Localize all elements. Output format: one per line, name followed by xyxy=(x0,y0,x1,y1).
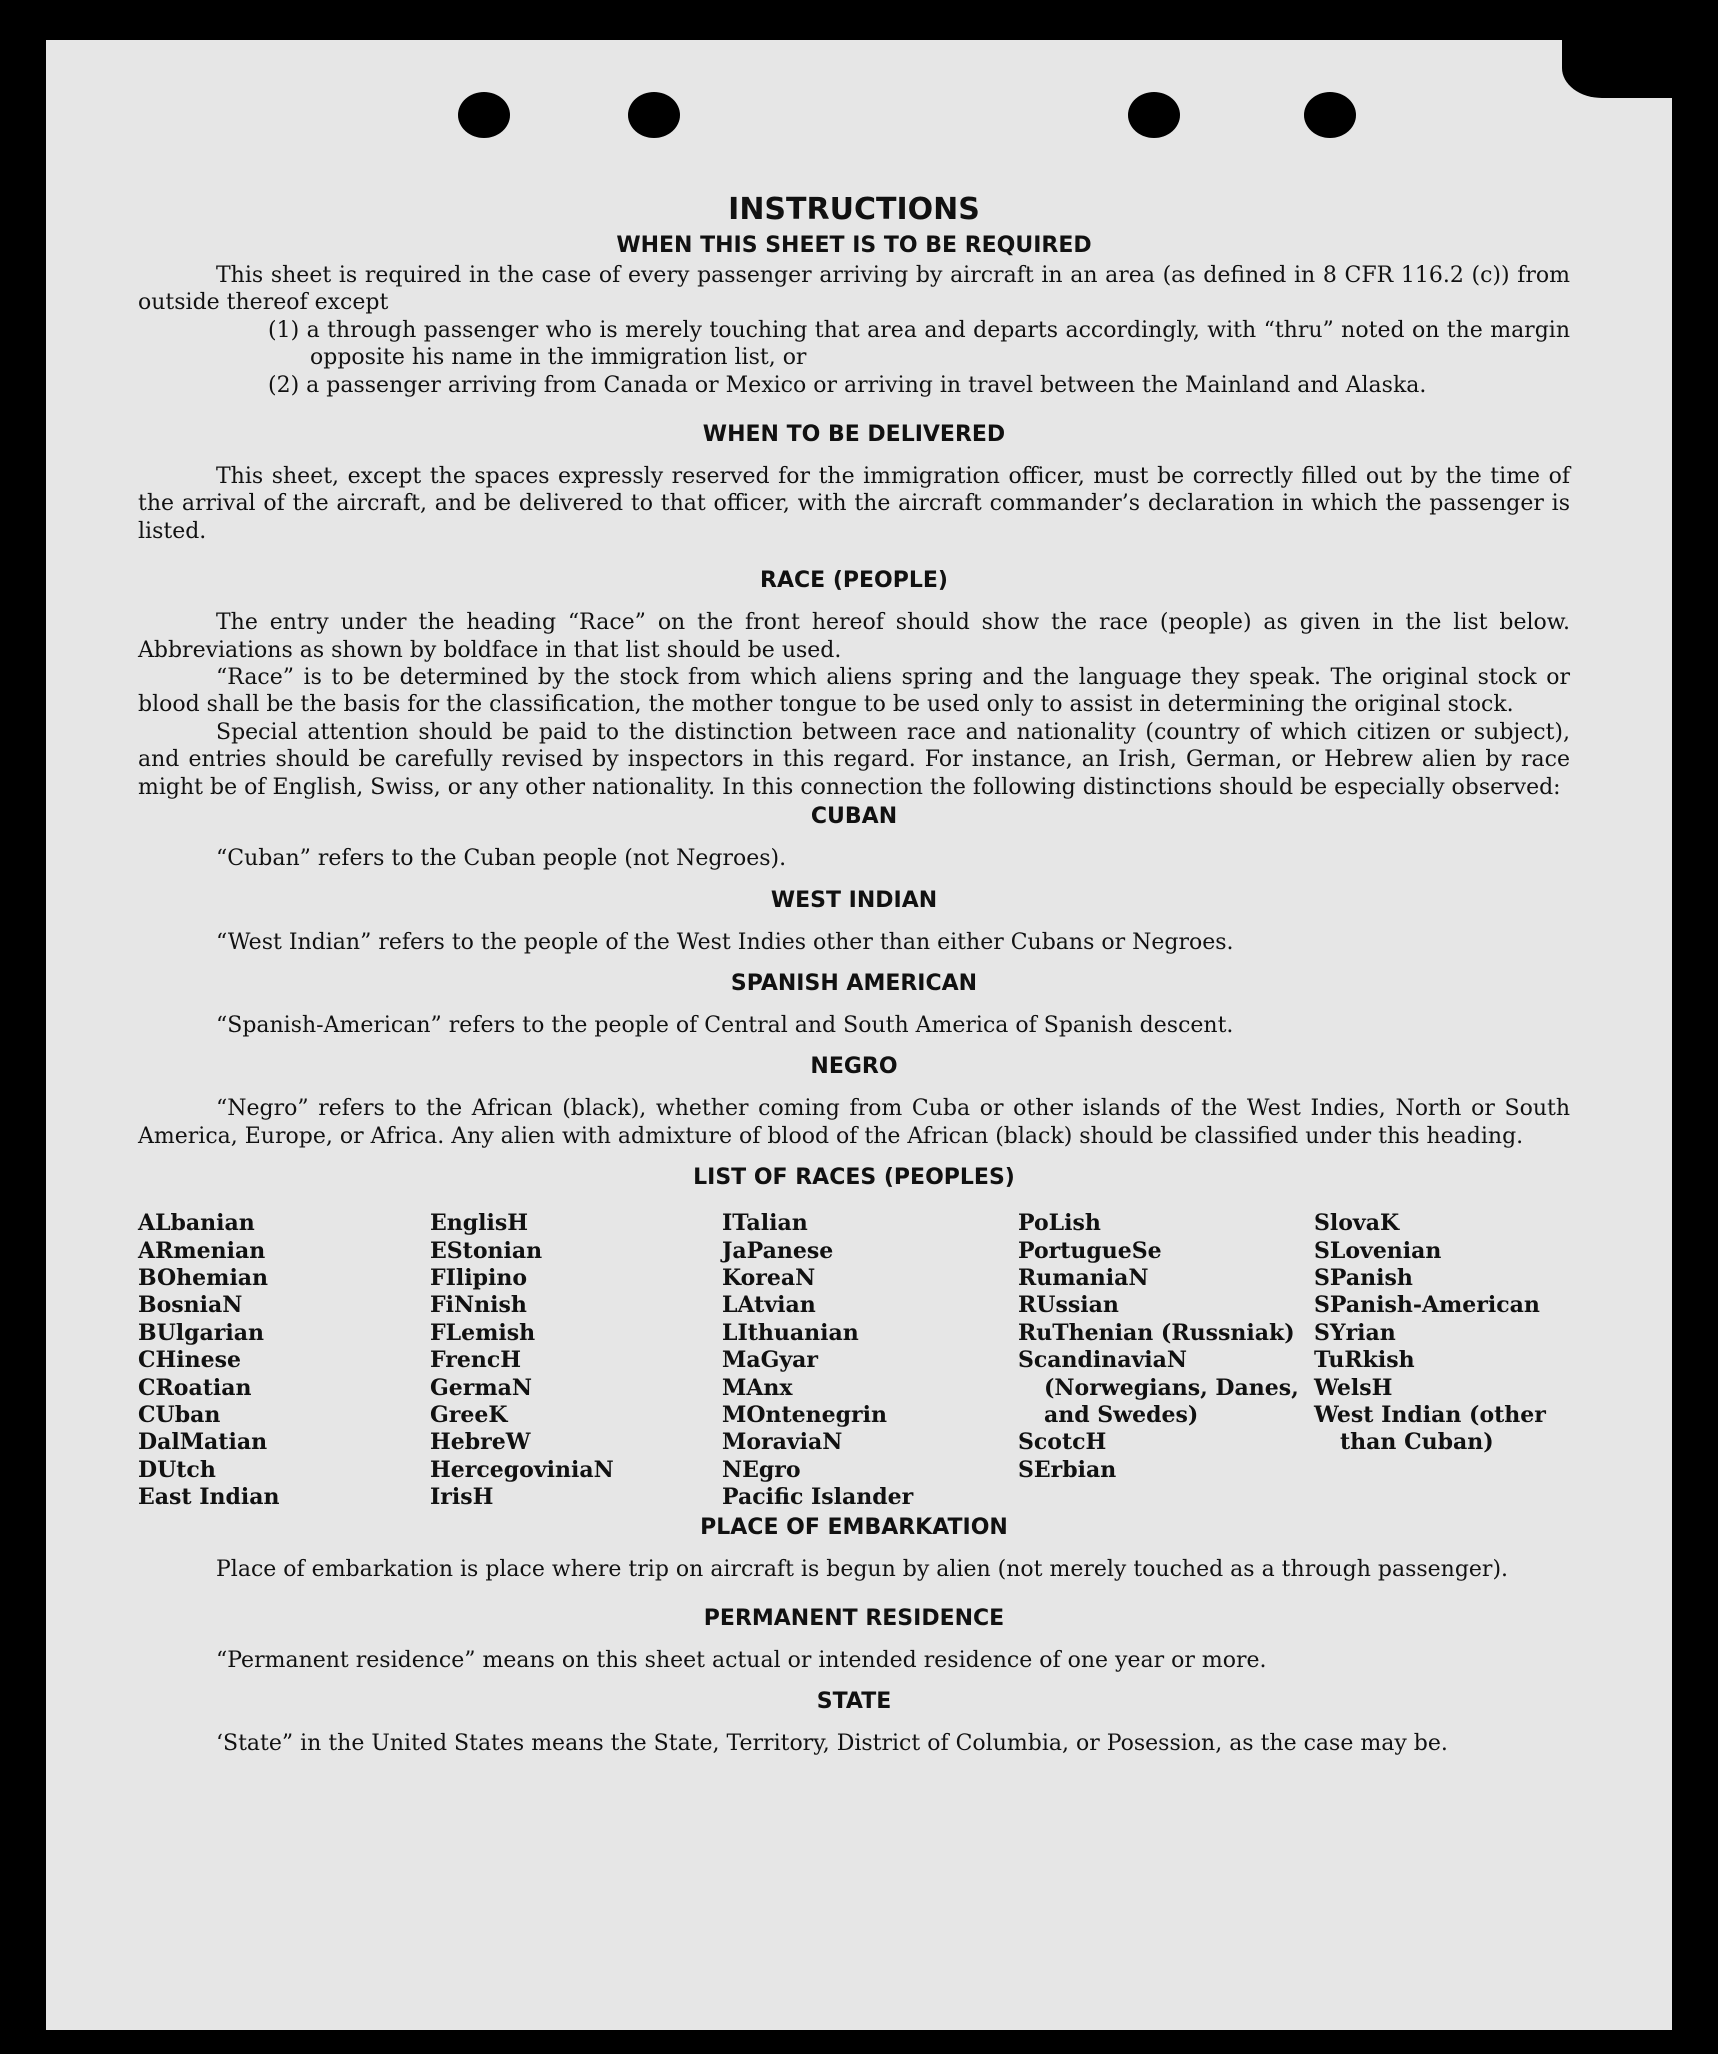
heading-list-of-races: LIST OF RACES (PEOPLES) xyxy=(693,1165,1015,1191)
race-item: BUlgarian xyxy=(138,1319,264,1346)
race-item: DalMatian xyxy=(138,1429,268,1456)
negro-text: “Negro” refers to the African (black), whether coming from Cuba or other islands of the West Indies, North or South America, Europe, or Africa. Any alien with admixture of blood of the African (black) should be classified under this heading. xyxy=(138,1096,1570,1149)
race-item: East Indian xyxy=(138,1484,280,1511)
race-item: MaGyar xyxy=(722,1347,819,1374)
race-paragraph: “Race” is to be determined by the stock from which aliens spring and the language they speak. The original stock or blood shall be the basis for the classification, the mother tongue to be used only to assist in determining the original stock. xyxy=(138,665,1570,718)
race-item: HercegoviniaN xyxy=(430,1456,614,1483)
race-item: EnglisH xyxy=(430,1210,529,1237)
instructions-content xyxy=(138,152,1570,1758)
race-item: PoLish xyxy=(1018,1210,1101,1237)
race-paragraph: Special attention should be paid to the distinction between race and nationality (country of which citizen or subject), and entries should be carefully revised by inspectors in this regard. For instance, an Irish, German, or Hebrew alien by race might be of English, Swiss, or any other nationality. In this connection the following distinctions should be especially observed: xyxy=(138,719,1570,800)
race-item: MAnx xyxy=(722,1374,793,1401)
race-item: CRoatian xyxy=(138,1374,252,1401)
west-indian-text: “West Indian” refers to the people of the West Indies other than either Cubans or Negroes. xyxy=(216,929,1234,955)
race-item: FiNnish xyxy=(430,1292,527,1319)
punch-hole xyxy=(458,92,510,138)
race-item: West Indian (other than Cuban) xyxy=(1314,1401,1546,1456)
races-column xyxy=(1314,1210,1570,1511)
race-item: SlovaK xyxy=(1314,1210,1400,1237)
race-item: LAtvian xyxy=(722,1292,816,1319)
race-item: FLemish xyxy=(430,1319,536,1346)
heading-west-indian: WEST INDIAN xyxy=(770,887,938,913)
heading-permanent-residence: PERMANENT RESIDENCE xyxy=(703,1606,1005,1631)
race-item: Pacific Islander xyxy=(722,1484,914,1511)
race-item: CUban xyxy=(138,1401,221,1428)
state-text: ‘State” in the United States means the State, Territory, District of Columbia, or Posession, as the case may be. xyxy=(216,1731,1448,1757)
race-item: EStonian xyxy=(430,1237,543,1264)
torn-corner xyxy=(1562,40,1672,98)
heading-negro: NEGRO xyxy=(810,1054,898,1080)
heading-cuban: CUBAN xyxy=(810,804,898,830)
required-intro: This sheet is required in the case of every passenger arriving by aircraft in an area (as defined in 8 CFR 116.2 (c)) from outside thereof except xyxy=(138,263,1570,316)
race-item: LIthuanian xyxy=(722,1319,859,1346)
race-item: JaPanese xyxy=(722,1237,834,1264)
race-paragraph: The entry under the heading “Race” on the front hereof should show the race (people) as given in the list below. Abbreviations as shown by boldface in that list should be used. xyxy=(138,610,1570,663)
race-item: FIlipino xyxy=(430,1264,528,1291)
race-item: ARmenian xyxy=(138,1237,266,1264)
heading-delivered: WHEN TO BE DELIVERED xyxy=(702,422,1006,448)
punch-hole xyxy=(1304,92,1356,138)
race-item: TuRkish xyxy=(1314,1347,1415,1374)
race-item: ALbanian xyxy=(138,1210,255,1237)
punch-hole xyxy=(628,92,680,138)
required-item-2: (2) a passenger arriving from Canada or Mexico or arriving in travel between the Mainland and Alaska. xyxy=(268,372,1427,398)
race-item: BosniaN xyxy=(138,1292,243,1319)
race-item: SErbian xyxy=(1018,1456,1117,1483)
race-item: SPanish-American xyxy=(1314,1292,1540,1319)
race-item: RuThenian (Russniak) xyxy=(1018,1319,1295,1346)
delivered-text: This sheet, except the spaces expressly reserved for the immigration officer, must be correctly filled out by the time of the arrival of the aircraft, and be delivered to that officer, with the aircraft commander’s declaration in which the passenger is listed. xyxy=(138,464,1570,544)
races-list xyxy=(138,1210,1570,1511)
heading-race: RACE (PEOPLE) xyxy=(760,568,948,594)
race-item: SYrian xyxy=(1314,1319,1396,1346)
race-item: KoreaN xyxy=(722,1264,816,1291)
embarkation-text: Place of embarkation is place where trip on aircraft is begun by alien (not merely touched as a through passenger). xyxy=(216,1556,1509,1582)
race-item: FrencH xyxy=(430,1347,521,1374)
document-sheet xyxy=(46,40,1672,2030)
residence-text: “Permanent residence” means on this sheet actual or intended residence of one year or more. xyxy=(216,1648,1267,1673)
spanish-american-text: “Spanish-American” refers to the people of Central and South America of Spanish descent. xyxy=(216,1012,1234,1038)
heading-embarkation: PLACE OF EMBARKATION xyxy=(700,1514,1008,1540)
race-item: MOntenegrin xyxy=(722,1401,887,1428)
race-item: WelsH xyxy=(1314,1374,1393,1401)
race-item: ScotcH xyxy=(1018,1429,1107,1456)
race-item: DUtch xyxy=(138,1456,216,1483)
race-item: HebreW xyxy=(430,1429,531,1456)
race-item: GreeK xyxy=(430,1401,508,1428)
races-column xyxy=(430,1210,722,1511)
required-item-1: (1) a through passenger who is merely touching that area and departs accordingly, with “thru” noted on the margin opposite his name in the immigration list, or xyxy=(268,317,1570,371)
race-item: BOhemian xyxy=(138,1264,269,1291)
race-item: GermaN xyxy=(430,1374,533,1401)
race-item: RUssian xyxy=(1018,1292,1119,1319)
page-title: INSTRUCTIONS xyxy=(728,192,980,227)
races-column xyxy=(722,1210,1018,1511)
heading-spanish-american: SPANISH AMERICAN xyxy=(730,970,978,996)
race-item: MoraviaN xyxy=(722,1429,843,1456)
races-column xyxy=(1018,1210,1314,1511)
punch-hole xyxy=(1128,92,1180,138)
heading-state: STATE xyxy=(816,1689,892,1715)
cuban-text: “Cuban” refers to the Cuban people (not Negroes). xyxy=(216,846,787,872)
races-column xyxy=(138,1210,430,1511)
race-item: RumaniaN xyxy=(1018,1264,1149,1291)
heading-required: WHEN THIS SHEET IS TO BE REQUIRED xyxy=(616,233,1092,258)
race-item: IrisH xyxy=(430,1484,494,1511)
race-item: ScandinaviaN (Norwegians, Danes, and Swedes) xyxy=(1018,1347,1299,1428)
race-item: ITalian xyxy=(722,1210,808,1237)
race-item: SPanish xyxy=(1314,1264,1413,1291)
race-item: PortugueSe xyxy=(1018,1237,1162,1264)
race-item: CHinese xyxy=(138,1347,242,1374)
race-item: NEgro xyxy=(722,1456,801,1483)
race-item: SLovenian xyxy=(1314,1237,1442,1264)
